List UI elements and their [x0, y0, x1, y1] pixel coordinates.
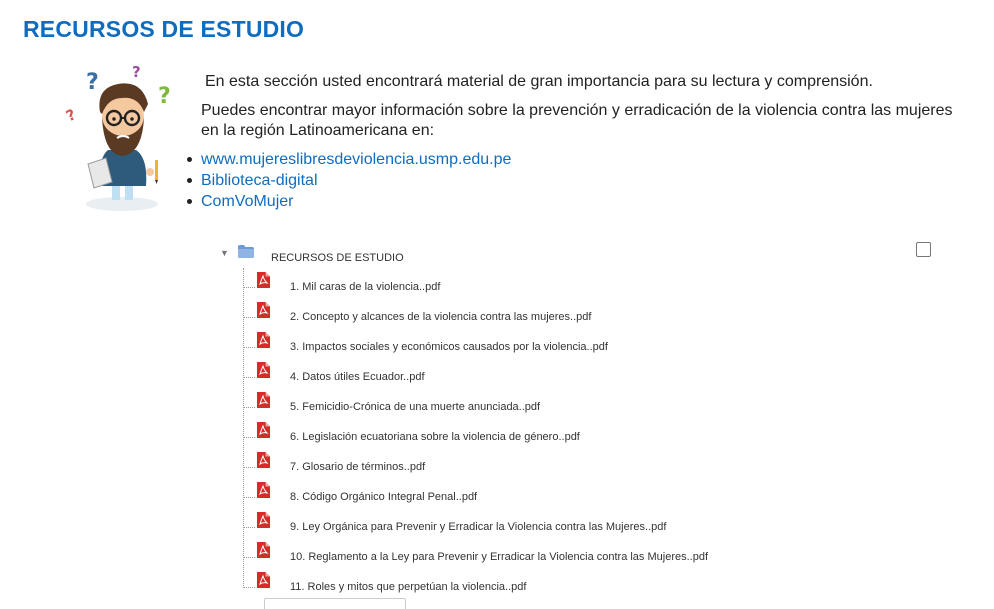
svg-text:?: ?: [63, 105, 79, 126]
link-item: [186, 191, 511, 212]
page-title: RECURSOS DE ESTUDIO: [23, 16, 305, 42]
svg-text:?: ?: [158, 84, 171, 109]
folder-icon: [238, 245, 254, 258]
file-item[interactable]: [243, 362, 843, 386]
file-item[interactable]: [243, 272, 843, 296]
pdf-file-icon: [256, 572, 270, 588]
select-all-checkbox[interactable]: [916, 242, 931, 257]
tree-branch: [243, 407, 255, 408]
tree-branch: [243, 377, 255, 378]
file-item[interactable]: [243, 482, 843, 506]
confused-man-illustration: [62, 58, 182, 218]
pdf-file-icon: [256, 392, 270, 408]
file-name[interactable]: 1. Mil caras de la violencia..pdf: [290, 281, 441, 293]
pdf-file-icon: [256, 452, 270, 468]
link-item: [186, 170, 511, 191]
file-item[interactable]: [243, 542, 843, 566]
file-item[interactable]: [243, 572, 843, 596]
tree-branch: [243, 467, 255, 468]
file-item[interactable]: [243, 392, 843, 416]
file-item[interactable]: [243, 302, 843, 326]
file-item[interactable]: [243, 332, 843, 356]
pdf-file-icon: [256, 272, 270, 288]
file-name[interactable]: 8. Código Orgánico Integral Penal..pdf: [290, 491, 478, 503]
link-biblioteca-digital[interactable]: Biblioteca-digital: [201, 172, 318, 189]
file-name[interactable]: 5. Femicidio-Crónica de una muerte anunciada..pdf: [290, 401, 541, 413]
file-name[interactable]: 6. Legislación ecuatoriana sobre la violencia de género..pdf: [290, 431, 580, 443]
tree-branch: [243, 587, 255, 588]
pdf-file-icon: [256, 512, 270, 528]
tree-branch: [243, 497, 255, 498]
folder-tree: [220, 242, 940, 603]
tree-branch: [243, 437, 255, 438]
intro-paragraph-2: Puedes encontrar mayor información sobre la prevención y erradicación de la violencia contra las mujeres en la región Latinoamericana en:: [201, 102, 953, 139]
intro-text: [201, 72, 971, 141]
tree-branch: [243, 557, 255, 558]
file-item[interactable]: [243, 452, 843, 476]
tree-branch: [243, 317, 255, 318]
file-item[interactable]: [243, 512, 843, 536]
file-name[interactable]: 3. Impactos sociales y económicos causados por la violencia..pdf: [290, 341, 608, 353]
link-comvomujer[interactable]: ComVoMujer: [201, 193, 294, 210]
file-name[interactable]: 11. Roles y mitos que perpetúan la violencia..pdf: [290, 581, 527, 593]
link-item: [186, 149, 511, 170]
pdf-file-icon: [256, 332, 270, 348]
pdf-file-icon: [256, 482, 270, 498]
resource-links: [186, 149, 511, 212]
pdf-file-icon: [256, 422, 270, 438]
download-folder-button[interactable]: [264, 598, 406, 609]
folder-name[interactable]: RECURSOS DE ESTUDIO: [271, 252, 404, 264]
file-name[interactable]: 10. Reglamento a la Ley para Prevenir y Erradicar la Violencia contra las Mujeres..pdf: [290, 551, 709, 563]
collapse-toggle-icon[interactable]: ▼: [220, 248, 229, 258]
file-name[interactable]: 2. Concepto y alcances de la violencia contra las mujeres..pdf: [290, 311, 592, 323]
pdf-file-icon: [256, 302, 270, 318]
file-name[interactable]: 4. Datos útiles Ecuador..pdf: [290, 371, 425, 383]
file-name[interactable]: 9. Ley Orgánica para Prevenir y Erradicar la Violencia contra las Mujeres..pdf: [290, 521, 667, 533]
tree-branch: [243, 347, 255, 348]
file-name[interactable]: 7. Glosario de términos..pdf: [290, 461, 426, 473]
svg-text:?: ?: [86, 70, 99, 95]
link-usmp[interactable]: www.mujereslibresdeviolencia.usmp.edu.pe: [201, 151, 512, 168]
tree-branch: [243, 527, 255, 528]
pdf-file-icon: [256, 362, 270, 378]
file-item[interactable]: [243, 422, 843, 446]
intro-paragraph-1: En esta sección usted encontrará material de gran importancia para su lectura y comprensión.: [205, 73, 873, 90]
tree-branch: [243, 287, 255, 288]
svg-text:?: ?: [132, 63, 141, 81]
pdf-file-icon: [256, 542, 270, 558]
